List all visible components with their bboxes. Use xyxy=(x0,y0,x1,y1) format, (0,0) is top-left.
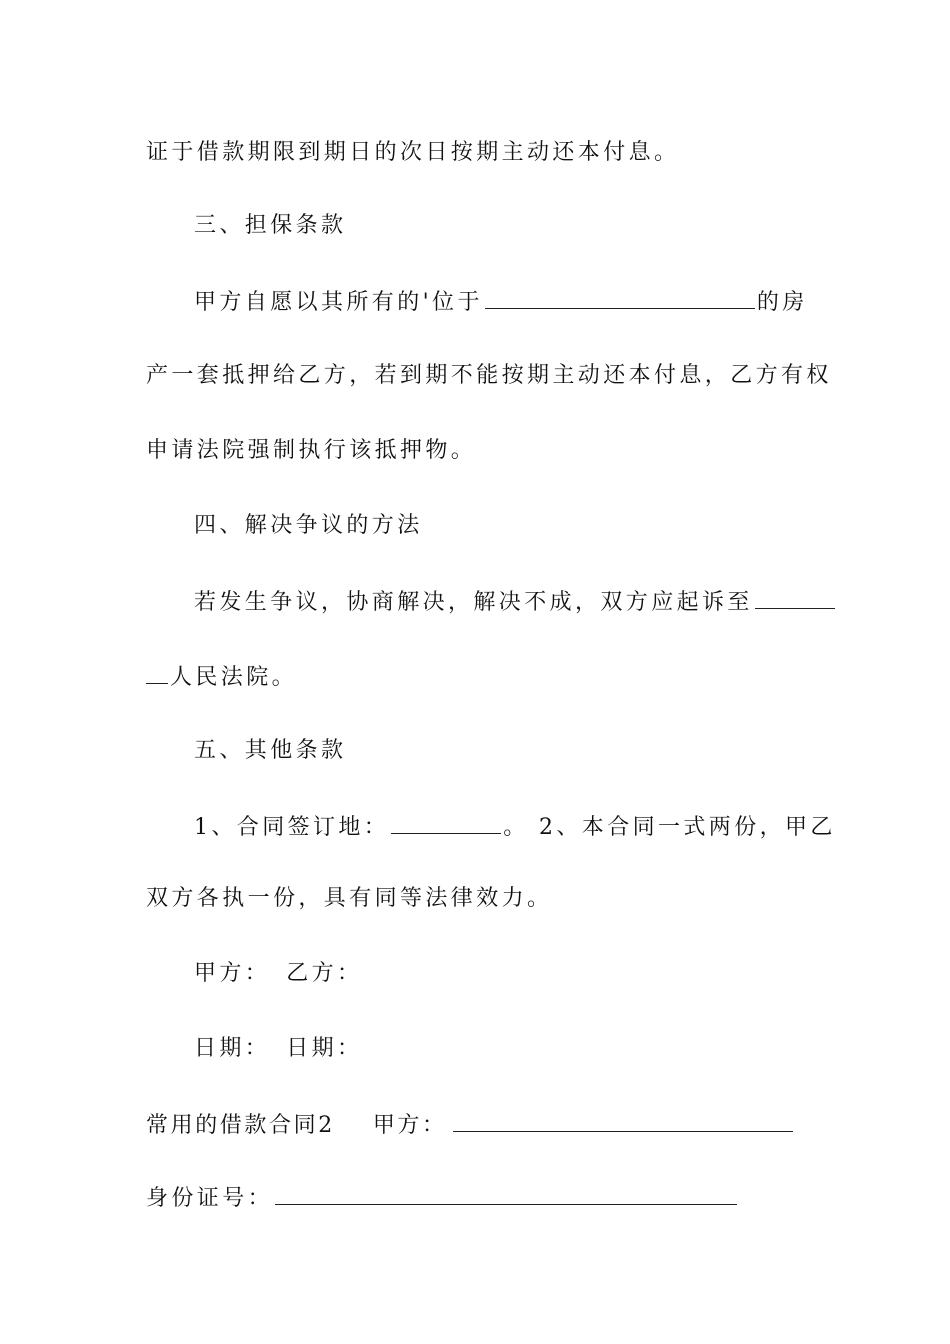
fill-in-blank[interactable] xyxy=(755,586,835,609)
paragraph-line xyxy=(194,811,836,843)
paragraph-line xyxy=(146,138,806,168)
id-number-label: 身份证号： xyxy=(146,1186,274,1211)
text: 1、合同签订地： xyxy=(194,815,390,840)
fill-in-blank[interactable] xyxy=(485,286,755,309)
text: 申请法院强制执行该抵押物。 xyxy=(146,438,477,463)
fill-in-blank[interactable] xyxy=(275,1182,737,1205)
date-line xyxy=(194,1034,806,1064)
paragraph-line xyxy=(146,361,832,391)
paragraph-line xyxy=(194,586,806,618)
text: 证于借款期限到期日的次日按期主动还本付息。 xyxy=(146,140,680,165)
paragraph-line xyxy=(146,884,806,914)
paragraph-line xyxy=(146,436,806,466)
signature-line xyxy=(194,959,806,989)
party-a-label: 甲方： xyxy=(372,1113,447,1138)
fill-in-blank[interactable] xyxy=(391,811,501,834)
section-heading-other xyxy=(194,736,806,766)
fill-in-blank[interactable] xyxy=(453,1109,793,1132)
text: 若发生争议，协商解决，解决不成，双方应起诉至 xyxy=(194,590,753,615)
text: 。 2、本合同一式两份，甲乙 xyxy=(503,815,836,840)
text: 甲方自愿以其所有的'位于 xyxy=(194,290,483,315)
heading-text: 三、担保条款 xyxy=(194,213,347,238)
text: 的房 xyxy=(756,290,808,315)
party-b-label: 乙方： xyxy=(286,961,363,986)
paragraph-line xyxy=(194,286,806,318)
text: 产一套抵押给乙方，若到期不能按期主动还本付息，乙方有权 xyxy=(146,363,832,388)
paragraph-line xyxy=(146,661,806,693)
contract2-header-line xyxy=(146,1109,806,1141)
id-number-line xyxy=(146,1182,806,1214)
date-b-label: 日期： xyxy=(286,1036,363,1061)
section-heading-dispute xyxy=(194,511,806,541)
heading-text: 四、解决争议的方法 xyxy=(194,513,423,538)
text: 人民法院。 xyxy=(170,665,298,690)
contract-title: 常用的借款合同2 xyxy=(146,1113,335,1138)
section-heading-guarantee xyxy=(194,211,806,241)
party-a-label: 甲方： xyxy=(194,961,271,986)
text: 双方各执一份，具有同等法律效力。 xyxy=(146,886,553,911)
date-a-label: 日期： xyxy=(194,1036,271,1061)
fill-in-blank[interactable] xyxy=(146,661,168,684)
heading-text: 五、其他条款 xyxy=(194,738,347,763)
